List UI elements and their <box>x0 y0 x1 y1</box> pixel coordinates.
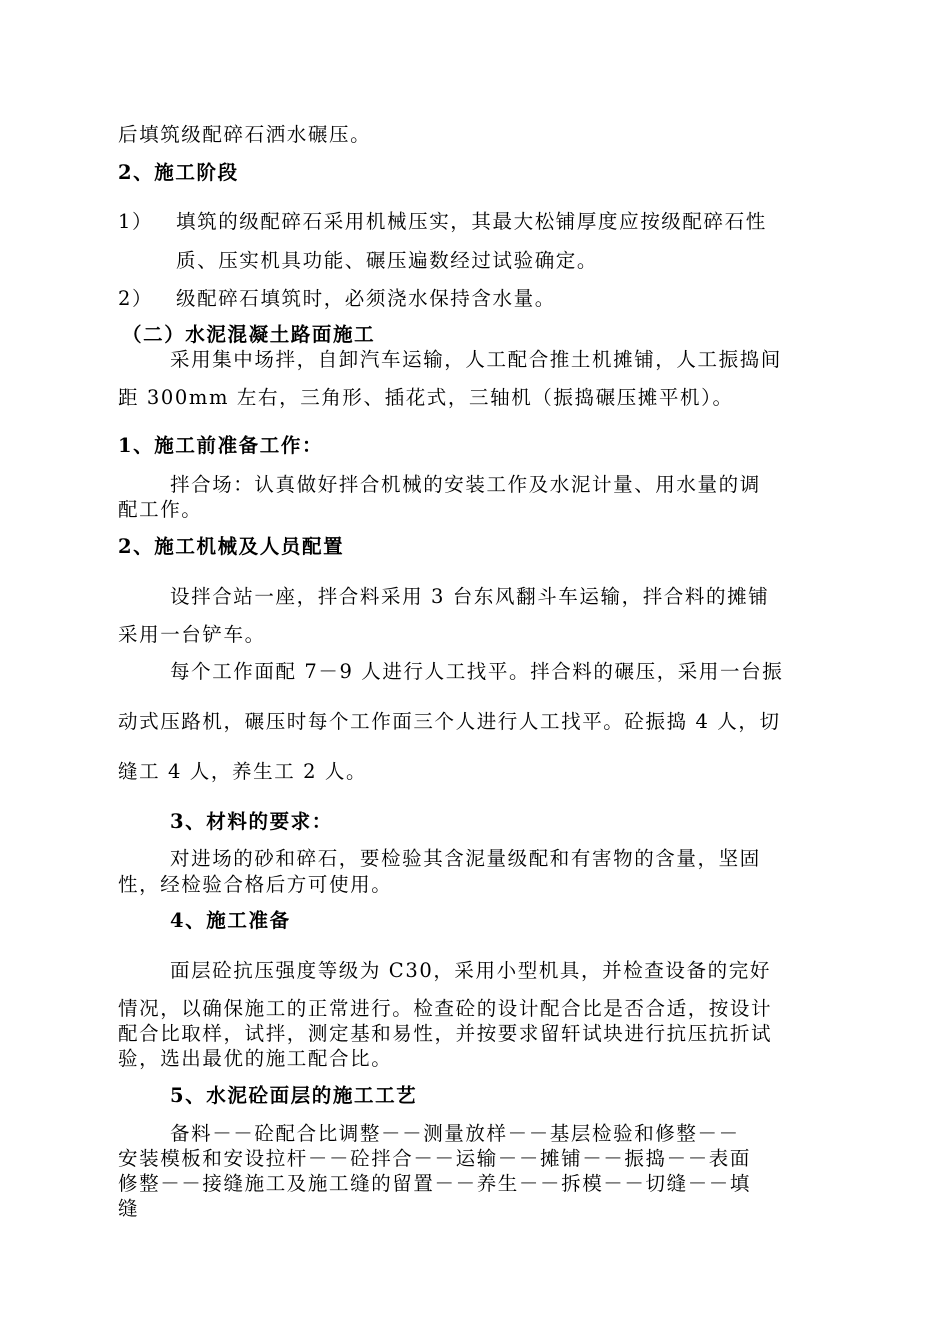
list-item-text: 质、压实机具功能、碾压遍数经过试验确定。 <box>176 249 599 272</box>
paragraph-line: 情况，以确保施工的正常进行。检查砼的设计配合比是否合适，按设计 <box>118 997 773 1020</box>
list-number: 2） <box>118 287 154 310</box>
section-heading: 3、材料的要求： <box>170 810 333 833</box>
paragraph-line: 缝 <box>118 1197 140 1220</box>
paragraph-line: 每个工作面配 7－9 人进行人工找平。拌合料的碾压，采用一台振 <box>170 660 784 683</box>
section-heading: 2、施工阶段 <box>118 161 239 184</box>
paragraph-line: 对进场的砂和碎石，要检验其含泥量级配和有害物的含量，坚固 <box>170 847 761 870</box>
paragraph-line: 安装模板和安设拉杆－－砼拌合－－运输－－摊铺－－振捣－－表面 <box>118 1147 752 1170</box>
paragraph-line: 动式压路机，碾压时每个工作面三个人进行人工找平。砼振捣 4 人，切 <box>118 710 781 733</box>
paragraph-line: 后填筑级配碎石洒水碾压。 <box>118 123 372 146</box>
paragraph-line: 配合比取样，试拌，测定基和易性，并按要求留轩试块进行抗压抗折试 <box>118 1022 773 1045</box>
section-heading: 4、施工准备 <box>170 909 291 932</box>
list-item-text: 级配碎石填筑时，必须浇水保持含水量。 <box>176 287 556 310</box>
paragraph-line: 修整－－接缝施工及施工缝的留置－－养生－－拆模－－切缝－－填 <box>118 1172 752 1195</box>
paragraph-line: 验，选出最优的施工配合比。 <box>118 1047 393 1070</box>
paragraph-line: 设拌合站一座，拌合料采用 3 台东风翻斗车运输，拌合料的摊铺 <box>170 585 770 608</box>
paragraph-line: 面层砼抗压强度等级为 C30，采用小型机具，并检查设备的完好 <box>170 959 771 982</box>
list-number: 1） <box>118 210 154 233</box>
paragraph-line: 配工作。 <box>118 498 203 521</box>
section-heading: 1、施工前准备工作： <box>118 434 324 457</box>
section-heading: 2、施工机械及人员配置 <box>118 535 345 558</box>
paragraph-line: 拌合场：认真做好拌合机械的安装工作及水泥计量、用水量的调 <box>170 473 761 496</box>
paragraph-line: 性，经检验合格后方可使用。 <box>118 873 393 896</box>
paragraph-line: 采用一台铲车。 <box>118 623 266 646</box>
section-heading: （二）水泥混凝土路面施工 <box>122 323 376 346</box>
list-item-text: 填筑的级配碎石采用机械压实，其最大松铺厚度应按级配碎石性 <box>176 210 767 233</box>
paragraph-line: 采用集中场拌，自卸汽车运输，人工配合推土机摊铺，人工振捣间 <box>170 348 782 371</box>
paragraph-line: 备料－－砼配合比调整－－测量放样－－基层检验和修整－－ <box>170 1122 740 1145</box>
paragraph-line: 缝工 4 人，养生工 2 人。 <box>118 760 368 783</box>
paragraph-line: 距 300mm 左右，三角形、插花式，三轴机（振捣碾压摊平机）。 <box>118 386 734 409</box>
section-heading: 5、水泥砼面层的施工工艺 <box>170 1084 418 1107</box>
